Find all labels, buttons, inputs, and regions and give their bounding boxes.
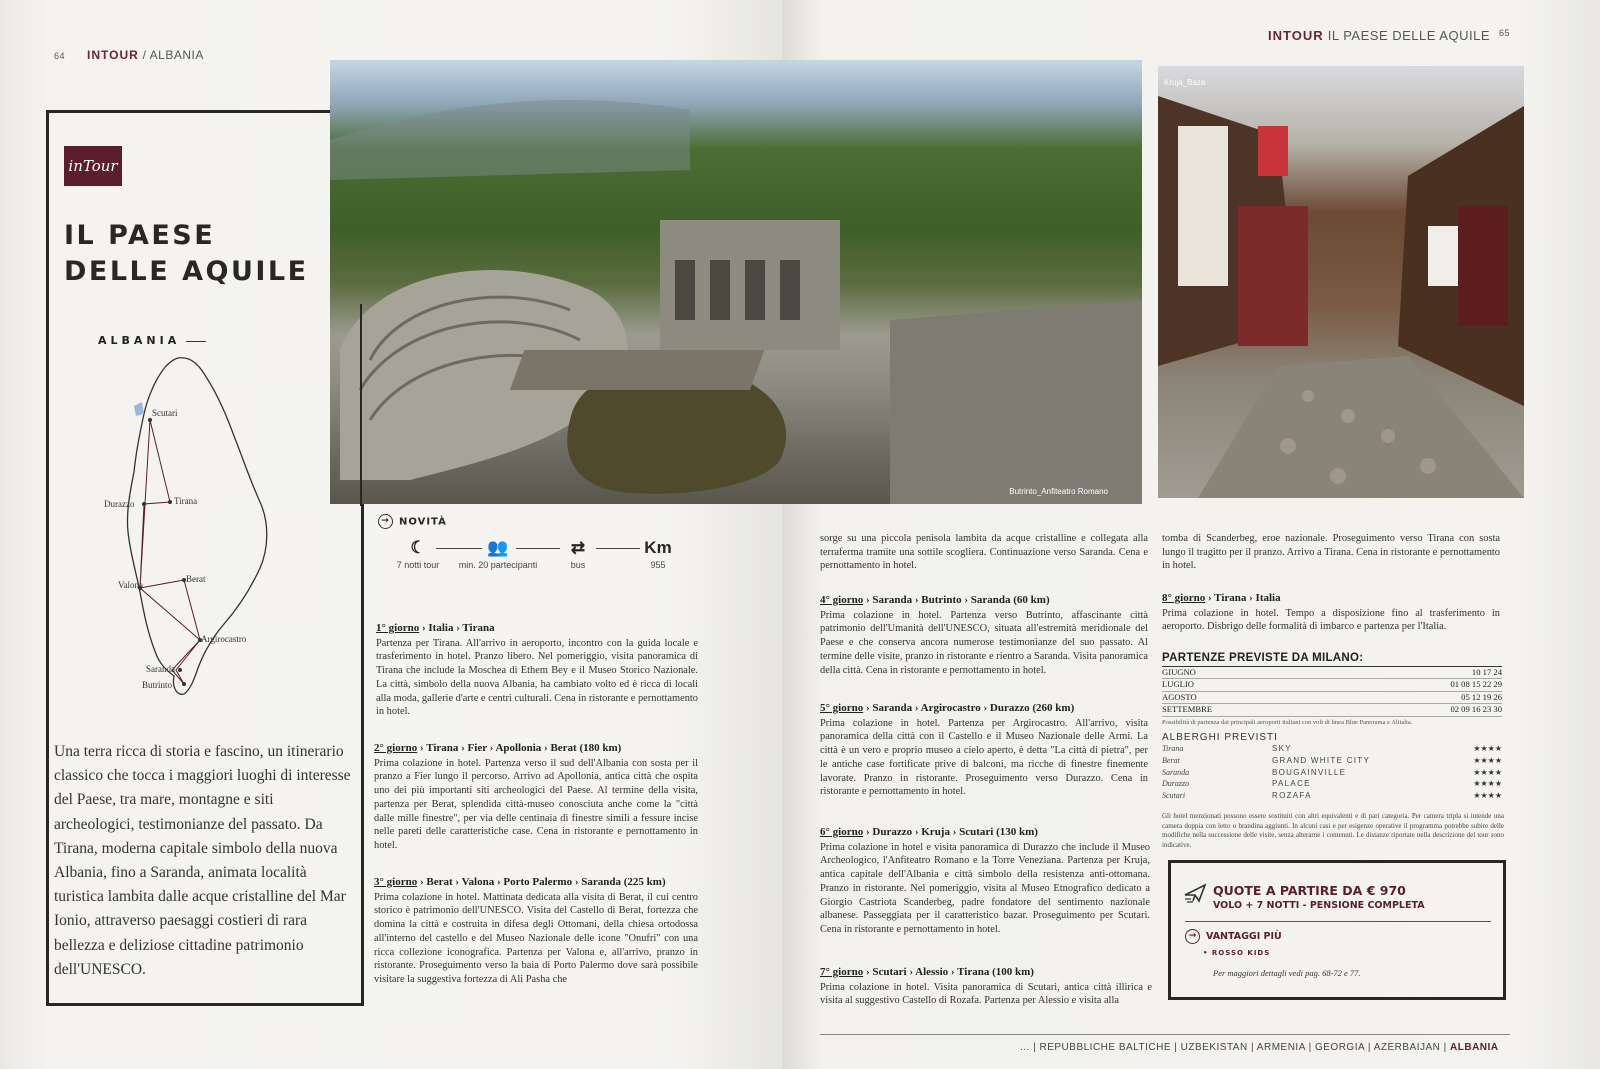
fact-km-label: 955 <box>650 560 666 570</box>
footer-destinations <box>1020 1042 1499 1053</box>
table-row <box>1162 667 1502 679</box>
day-3 <box>374 876 698 987</box>
novita-label <box>378 514 447 529</box>
hotel-name: GRAND WHITE CITY <box>1272 755 1371 765</box>
fact-km <box>618 536 698 570</box>
fact-bus <box>538 536 618 570</box>
kruja-bazaar-photo <box>1158 66 1524 498</box>
day-5-text: Prima colazione in hotel. Partenza per Argirocastro. All'arrivo, visita panoramica della città con il Castello e il Museo Nazionale delle Armi. La città è un vero e proprio museo a cielo aperto, è detta "La città di pietra", per le antiche case fortificate prive di balconi, ma ricche di finestre finemente lavorate. Pranzo in ristorante. Proseguimento verso Durazzo. Cena in ristorante e pernottamento in hotel. <box>820 717 1148 798</box>
intour-logo: inTour <box>64 146 122 186</box>
tour-facts <box>378 536 678 596</box>
departure-dates: 02 09 16 23 30 <box>1450 704 1502 715</box>
albania-map <box>100 352 290 702</box>
day-6-route: › Durazzo › Kruja › Scutari (130 km) <box>863 826 1038 838</box>
departure-month: AGOSTO <box>1162 691 1197 702</box>
day-7-continued <box>1162 532 1500 573</box>
fact-nights <box>378 536 458 570</box>
hotel-city: Berat <box>1162 755 1180 765</box>
moon-icon: ☾ <box>410 538 426 557</box>
hotel-city: Durazzo <box>1162 779 1190 789</box>
day-3-number: 3° giorno <box>374 876 418 888</box>
map-label-valona: Valona <box>118 580 143 590</box>
day-4 <box>820 594 1148 677</box>
hotel-name: BOUGAINVILLE <box>1272 767 1347 777</box>
km-icon: Km <box>644 538 672 557</box>
day-5-route: › Saranda › Argirocastro › Durazzo (260 km) <box>863 702 1075 714</box>
footer-current-destination: ALBANIA <box>1450 1042 1499 1053</box>
header-brand-right: INTOUR <box>1268 28 1324 43</box>
vantaggi-label <box>1185 929 1282 944</box>
departures-table <box>1162 652 1502 726</box>
day-8 <box>1162 592 1500 634</box>
fact-participants <box>458 536 538 570</box>
map-label-butrinto: Butrinto <box>142 680 173 690</box>
list-item <box>1162 790 1502 802</box>
day-2-text: Prima colazione in hotel. Partenza verso il sud dell'Albania con sosta per il pranzo a Fier lungo il percorso. Arrivo ad Apollonia, antica città che ospita uno dei più importanti siti archeologici del Paese. Al termine della visita, partenza per Berat, splendida città-museo conosciuta anche come la "città dalle mille finestre", per via delle centinaia di finestre simili a fessure incise nelle pareti delle caratteristiche case. Cena in ristorante e pernottamento in hotel. <box>374 757 698 851</box>
fact-nights-label: 7 notti tour <box>396 560 440 570</box>
table-row <box>1162 679 1502 691</box>
table-row <box>1162 692 1502 704</box>
arrow-circle-icon: → <box>1185 929 1200 944</box>
day-8-text: Prima colazione in hotel. Tempo a disposizione fino al trasferimento in aeroporto. Disbrigo delle formalità di imbarco e partenza per l'Italia. <box>1162 607 1500 633</box>
day-1-number: 1° giorno <box>376 622 420 634</box>
transfer-arrows-icon: ⇄ <box>570 538 586 557</box>
departure-month: SETTEMBRE <box>1162 704 1213 715</box>
header-section-right: IL PAESE DELLE AQUILE <box>1327 28 1490 43</box>
day-4-text: Prima colazione in hotel. Partenza verso Butrinto, affascinante città patrimonio dell'Umanità dell'UNESCO, situata all'estremità meridionale del Paese e che conserva ancora numerose testimonianze del suo passato. Al termine delle visite, pranzo in ristorante e rientro a Saranda. Visita panoramica della città. Cena in ristorante e pernottamento in hotel. <box>820 609 1148 676</box>
photo-caption-kruja: Kruja_Baza <box>1164 78 1206 87</box>
day-7-number: 7° giorno <box>820 966 864 978</box>
footer-destinations-text: ... | REPUBBLICHE BALTICHE | UZBEKISTAN | ARMENIA | GEORGIA | AZERBAIJAN | <box>1020 1042 1451 1053</box>
departures-title: PARTENZE PREVISTE DA MILANO: <box>1162 652 1502 667</box>
butrinto-amphitheatre-photo <box>330 60 1142 504</box>
table-row <box>1162 704 1502 716</box>
day-7-route: › Scutari › Alessio › Tirana (100 km) <box>863 966 1034 978</box>
photo-caption-butrinto: Butrinto_Anfiteatro Romano <box>1009 487 1108 496</box>
bazaar-illustration <box>1158 66 1524 498</box>
hotel-name: ROZAFA <box>1272 791 1312 801</box>
star-rating-icon: ★★★★ <box>1473 779 1502 789</box>
list-item <box>1162 767 1502 779</box>
fact-bus-label: bus <box>570 560 586 570</box>
departure-month: LUGLIO <box>1162 679 1194 690</box>
lake-shkodra <box>134 402 144 416</box>
price-quote-box <box>1168 860 1506 1000</box>
route-line <box>140 420 200 684</box>
list-item <box>1162 778 1502 790</box>
amphitheatre-illustration <box>330 60 1142 504</box>
day-2 <box>374 742 698 853</box>
map-label-saranda: Saranda <box>146 664 175 674</box>
day-1 <box>376 622 698 719</box>
quote-title: QUOTE A PARTIRE DA € 970 <box>1213 883 1406 898</box>
page-number-left: 64 <box>54 51 66 61</box>
quote-more-info: Per maggiori dettagli vedi pag. 68-72 e 77. <box>1213 968 1361 978</box>
title-line-2: DELLE AQUILE <box>64 256 309 287</box>
day-1-route: › Italia › Tirana <box>419 622 495 634</box>
day-1-text: Partenza per Tirana. All'arrivo in aeroporto, incontro con la guida locale e trasferimento in hotel. Pranzo libero. Nel pomeriggio, visita panoramica di Tirana che include la Moschea di Ethem Bey e il Museo Storico Nazionale. La città, simbolo della nuova Albania, ha cambiato volto ed è ricca di locali alla moda, gallerie d'arte e centri culturali. Cena in ristorante e pernottamento in hotel. <box>376 637 698 718</box>
day-7-text-part1: Prima colazione in hotel. Visita panoramica di Scutari, antica città illirica e visita al suggestivo Castello di Rozafa. Partenza per Alessio e visita alla <box>820 981 1152 1007</box>
novita-text: NOVITÀ <box>399 516 447 528</box>
day-3-text-part2: sorge su una piccola penisola lambita da acque cristalline e collegata alla terraferma tramite una sottile scogliera. Continuazione verso Saranda. Cena e pernottamento in hotel. <box>820 533 1148 572</box>
day-5-number: 5° giorno <box>820 702 864 714</box>
map-label-durazzo: Durazzo <box>104 499 135 509</box>
departures-note: Possibilità di partenza dai principali aeroporti italiani con voli di linea Blue Panorama e Alitalia. <box>1162 718 1413 726</box>
arrow-circle-icon: → <box>378 514 393 529</box>
hotels-note: Gli hotel menzionati possono essere sostituiti con altri equivalenti e di pari categoria. Per camera tripla si intende una camera doppia con letto o brandina aggiunti. In alcuni casi e per esigenze operative il programma potrebbe subire delle modifiche nella successione delle visite, senza alterarne i contenuti. Le distanze riportate nella descrizione del tour sono indicative. <box>1162 812 1504 849</box>
day-4-number: 4° giorno <box>820 594 864 606</box>
hotel-city: Saranda <box>1162 767 1190 777</box>
hotel-city: Scutari <box>1162 791 1186 801</box>
header-brand-left: INTOUR <box>87 48 139 62</box>
hotels-list <box>1162 732 1502 802</box>
map-label-argirocastro: Argirocastro <box>201 634 247 644</box>
vantaggi-text: VANTAGGI PIÙ <box>1206 931 1282 942</box>
hotel-name: PALACE <box>1272 779 1311 789</box>
departure-dates: 01 08 15 22 29 <box>1450 679 1502 690</box>
rosso-kids-item: • ROSSO KIDS <box>1203 949 1271 957</box>
quote-divider <box>1185 921 1491 922</box>
day-6-text: Prima colazione in hotel e visita panoramica di Durazzo che include il Museo Archeologico, l'Anfiteatro Romano e la Torre Veneziana. Partenza per Kruja, antica capitale dell'Albania e città simbolo della resistenza anti-ottomana. Pranzo in ristorante. Nel pomeriggio, visita al Museo Etnografico dedicato a Giorgio Castriota Scanderbeg, padre fondatore del sentimento nazionale albanese. Passeggiata per il caratteristico bazar. Proseguimento per Scutari. Cena in ristorante e pernottamento in hotel. <box>820 841 1150 935</box>
day-8-route: › Tirana › Italia <box>1205 592 1281 604</box>
day-6-number: 6° giorno <box>820 826 864 838</box>
star-rating-icon: ★★★★ <box>1473 755 1502 765</box>
page-number-right: 65 <box>1498 28 1510 38</box>
footer-divider <box>820 1034 1510 1035</box>
left-page-header <box>54 48 204 62</box>
header-section-left: / ALBANIA <box>138 48 204 62</box>
list-item <box>1162 743 1502 755</box>
intro-text: Una terra ricca di storia e fascino, un itinerario classico che tocca i maggiori luoghi di interesse del Paese, tra mare, montagne e siti archeologici, testimonianze del passato. Da Tirana, moderna capitale simbolo della nuova Albania, fino a Saranda, animata località turistica lambita dalle acque cristalline del Mar Ionio, attraverso paesaggi costieri di rara bellezza e deliziose cittadine patrimonio dell'UNESCO. <box>54 743 351 978</box>
departure-month: GIUGNO <box>1162 667 1196 677</box>
day-3-route: › Berat › Valona › Porto Palermo › Saranda (225 km) <box>417 876 666 888</box>
box-border-segment <box>360 304 362 506</box>
day-3-text-part1: Prima colazione in hotel. Mattinata dedicata alla visita di Berat, il cui centro storico è patrimonio dell'UNESCO. Visita del Castello di Berat, fortezza che domina la città e costruita in difesa degli Ottomani, della chiesa ortodossa all'interno del castello e del Museo Nazionale delle icone "Onufri" con una ricca collezione iconografica. Partenza per Valona e, all'arrivo, pranzo in ristorante. Proseguimento verso la baia di Porto Palermo dove sarà possibile visitare la suggestiva fortezza di Ali Pasha che <box>374 891 698 985</box>
star-rating-icon: ★★★★ <box>1473 767 1502 777</box>
hotel-city: Tirana <box>1162 744 1184 753</box>
day-7-text-part2: tomba di Scanderbeg, eroe nazionale. Proseguimento verso Tirana con sosta lungo il tragitto per il pranzo. Arrivo a Tirana. Cena in ristorante e pernottamento in hotel. <box>1162 533 1500 572</box>
list-item <box>1162 755 1502 767</box>
page-title <box>64 218 309 290</box>
hotels-title: ALBERGHI PREVISTI <box>1162 732 1278 743</box>
map-label-tirana: Tirana <box>174 496 198 506</box>
people-icon: 👥 <box>487 538 509 557</box>
plane-icon <box>1183 881 1207 905</box>
right-page-header <box>1268 28 1490 43</box>
hotel-name: SKY <box>1272 744 1292 753</box>
day-6 <box>820 826 1150 937</box>
day-2-route: › Tirana › Fier › Apollonia › Berat (180 km) <box>417 742 622 754</box>
departure-dates: 05 12 19 26 <box>1461 691 1502 702</box>
star-rating-icon: ★★★★ <box>1473 744 1502 753</box>
country-label: ALBANIA <box>98 334 206 347</box>
star-rating-icon: ★★★★ <box>1473 791 1502 801</box>
day-3-continued <box>820 532 1148 573</box>
map-label-berat: Berat <box>186 574 206 584</box>
day-4-route: › Saranda › Butrinto › Saranda (60 km) <box>863 594 1050 606</box>
title-line-1: IL PAESE <box>64 220 216 251</box>
fact-participants-label: min. 20 partecipanti <box>458 560 538 570</box>
map-label-scutari: Scutari <box>152 408 178 418</box>
day-8-number: 8° giorno <box>1162 592 1206 604</box>
day-5 <box>820 702 1148 799</box>
day-2-number: 2° giorno <box>374 742 418 754</box>
departure-dates: 10 17 24 <box>1471 667 1502 677</box>
day-7 <box>820 966 1152 1008</box>
quote-subtitle: VOLO + 7 NOTTI - PENSIONE COMPLETA <box>1213 900 1425 911</box>
